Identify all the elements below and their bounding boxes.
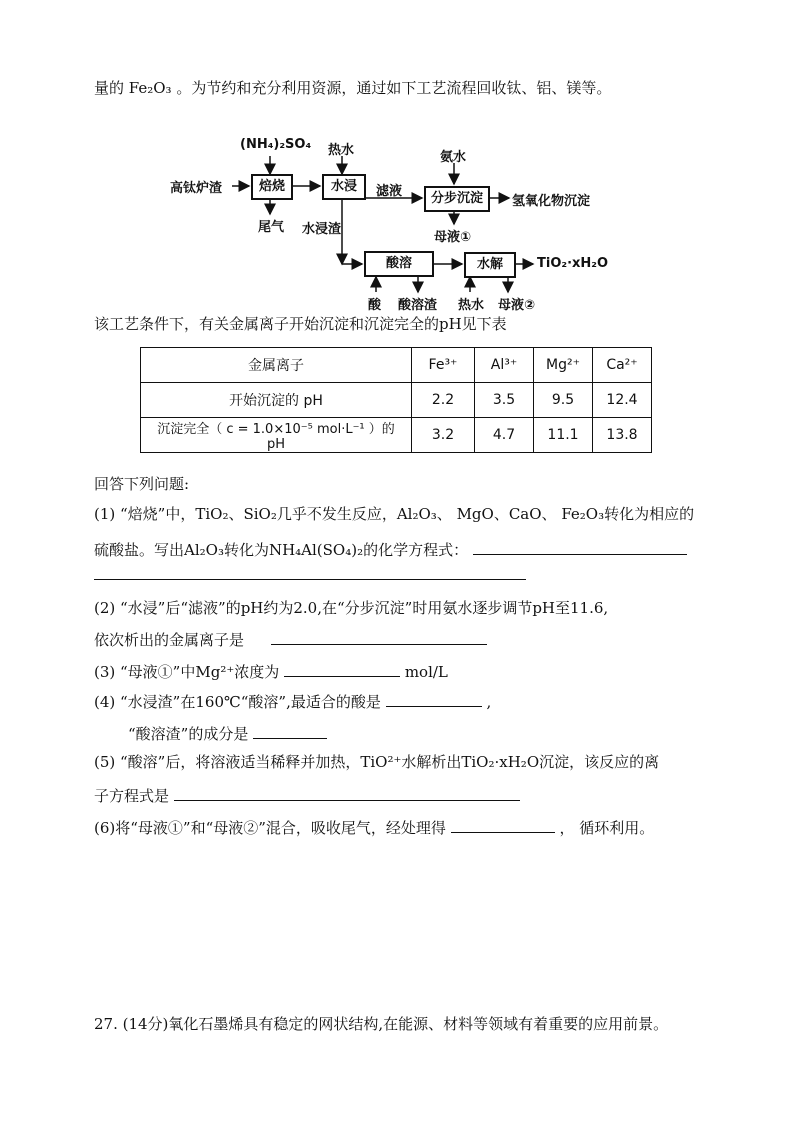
question-2-text: 依次析出的金属离子是 xyxy=(94,631,245,649)
table-cell: 13.8 xyxy=(593,418,652,453)
question-4-comma: , xyxy=(486,693,492,711)
question-1-text: 硫酸盐。写出Al₂O₃转化为NH₄Al(SO₄)₂的化学方程式： xyxy=(94,541,469,559)
box-step-precipitation: 分步沉淀 xyxy=(424,186,490,212)
label-reagent-ammonia: 氨水 xyxy=(440,150,467,165)
label-leach-residue: 水浸渣 xyxy=(302,222,342,237)
question-6-tail: ， 循环利用。 xyxy=(559,819,655,837)
question-3-text: (3) “母液①”中Mg²⁺浓度为 xyxy=(94,663,280,681)
question-5-text: 子方程式是 xyxy=(94,787,170,805)
label-mother-liquor-1: 母液① xyxy=(434,230,472,245)
intro-text: 量的 Fe₂O₃ 。为节约和充分利用资源，通过如下工艺流程回收钛、铝、镁等。 xyxy=(94,79,612,97)
table-row xyxy=(141,383,652,418)
box-water-leach: 水浸 xyxy=(322,174,366,200)
label-product: TiO₂·xH₂O xyxy=(537,256,609,271)
answer-blank-q1[interactable] xyxy=(473,538,687,555)
answer-blank-q4-acid[interactable] xyxy=(386,690,482,707)
question-1-line-2 xyxy=(94,538,687,560)
question-4-residue-text: “酸溶渣”的成分是 xyxy=(128,725,249,743)
answer-blank-q3[interactable] xyxy=(284,660,400,677)
table-cell: 3.5 xyxy=(475,383,534,418)
question-1-line-1: (1) “焙烧”中，TiO₂、SiO₂几乎不发生反应，Al₂O₃、 MgO、CaO、 Fe₂O₃转化为相应的 xyxy=(94,505,695,523)
answer-blank-q5[interactable] xyxy=(174,784,520,801)
table-row2-label: 沉淀完全（ c = 1.0×10⁻⁵ mol·L⁻¹ ）的 pH xyxy=(141,418,412,453)
table-ion-ca: Ca²⁺ xyxy=(593,348,652,383)
table-row xyxy=(141,348,652,383)
label-mother-liquor-2: 母液② xyxy=(498,298,536,313)
table-ion-al: Al³⁺ xyxy=(475,348,534,383)
label-tail-gas: 尾气 xyxy=(258,220,285,235)
table-cell: 9.5 xyxy=(534,383,593,418)
answer-blank-q4-residue[interactable] xyxy=(253,722,327,739)
label-reagent-ammonium-sulfate: (NH₄)₂SO₄ xyxy=(240,137,312,152)
box-acid-dissolve: 酸溶 xyxy=(364,251,434,277)
answer-prompt: 回答下列问题: xyxy=(94,475,190,493)
table-cell: 12.4 xyxy=(593,383,652,418)
question-4-text: (4) “水浸渣”在160℃“酸溶”,最适合的酸是 xyxy=(94,693,381,711)
table-row xyxy=(141,418,652,453)
question-3 xyxy=(94,660,448,682)
label-acid: 酸 xyxy=(368,298,382,313)
table-ion-fe: Fe³⁺ xyxy=(412,348,475,383)
question-4-line-1 xyxy=(94,690,491,712)
answer-blank-q6[interactable] xyxy=(451,816,555,833)
box-roast: 焙烧 xyxy=(251,174,293,200)
table-cell: 3.2 xyxy=(412,418,475,453)
question-5-line-2 xyxy=(94,784,520,806)
answer-blank-q1-continued[interactable] xyxy=(94,579,526,580)
question-6-text: (6)将“母液①”和“母液②”混合，吸收尾气，经处理得 xyxy=(94,819,446,837)
table-ion-mg: Mg²⁺ xyxy=(534,348,593,383)
label-hot-water-2: 热水 xyxy=(458,298,485,313)
table-cell: 4.7 xyxy=(475,418,534,453)
table-intro-text: 该工艺条件下，有关金属离子开始沉淀和沉淀完全的pH见下表 xyxy=(94,315,507,333)
label-input-material: 高钛炉渣 xyxy=(170,181,223,196)
table-row1-label: 开始沉淀的 pH xyxy=(141,383,412,418)
question-2-line-2 xyxy=(94,628,487,650)
question-3-unit: mol/L xyxy=(404,663,448,681)
label-acid-residue: 酸溶渣 xyxy=(398,298,438,313)
box-hydrolysis: 水解 xyxy=(464,252,516,278)
question-27: 27. (14分)氧化石墨烯具有稳定的网状结构,在能源、材料等领域有着重要的应用前景。 xyxy=(94,1015,669,1033)
label-hydroxide-precipitate: 氢氧化物沉淀 xyxy=(512,194,591,209)
table-cell: 11.1 xyxy=(534,418,593,453)
question-2-line-1: (2) “水浸”后“滤液”的pH约为2.0,在“分步沉淀”时用氨水逐步调节pH至11.6, xyxy=(94,599,609,617)
label-filtrate: 滤液 xyxy=(376,184,403,199)
ph-table xyxy=(140,347,652,453)
answer-blank-q2[interactable] xyxy=(271,628,487,645)
question-6 xyxy=(94,816,654,838)
question-5-line-1: (5) “酸溶”后，将溶液适当稀释并加热，TiO²⁺水解析出TiO₂·xH₂O沉淀，该反应的离 xyxy=(94,753,660,771)
label-reagent-hot-water: 热水 xyxy=(328,143,355,158)
table-header-label: 金属离子 xyxy=(141,348,412,383)
question-4-line-2 xyxy=(128,722,327,744)
table-cell: 2.2 xyxy=(412,383,475,418)
